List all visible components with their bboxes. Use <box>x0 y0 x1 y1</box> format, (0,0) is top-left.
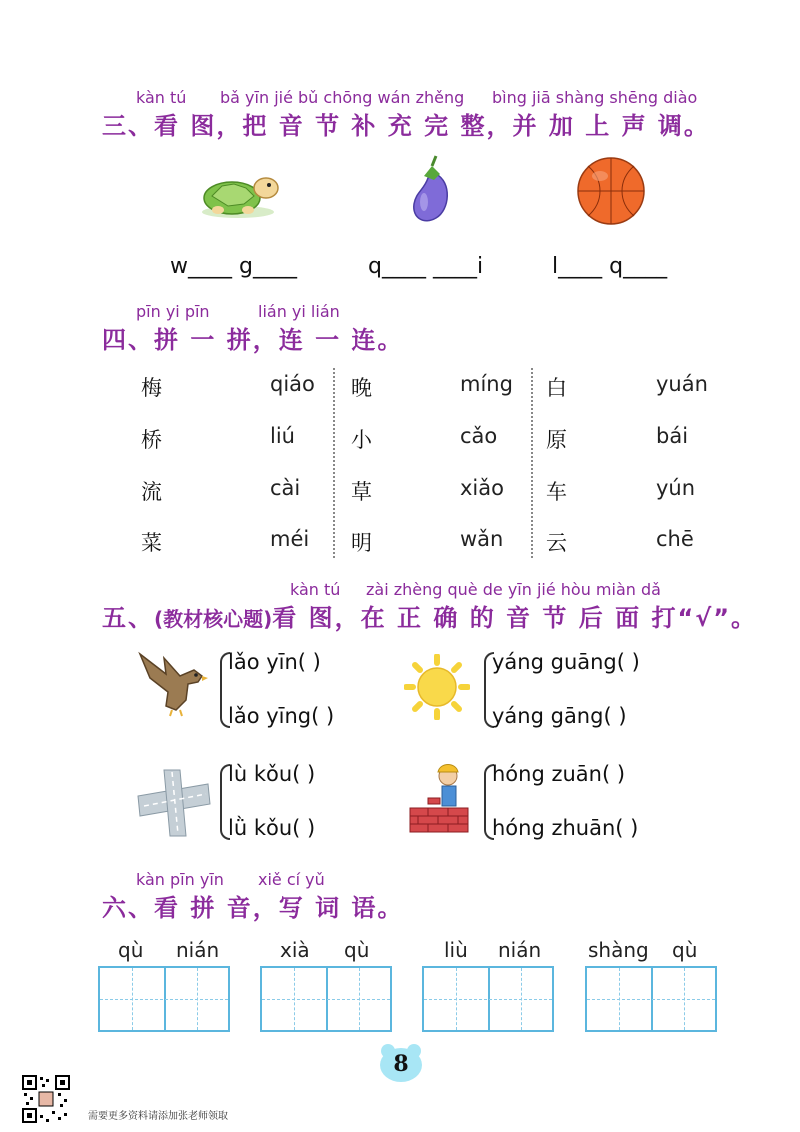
heading-pinyin: kàn tú <box>136 88 187 107</box>
word-pinyin: shàng <box>588 938 649 962</box>
footer-note: 需要更多资料请添加张老师领取 <box>88 1111 228 1122</box>
heading-text: ， <box>486 112 513 140</box>
pinyin-option[interactable]: liú <box>270 424 295 448</box>
writing-grid[interactable] <box>98 966 230 1032</box>
word-pinyin: nián <box>176 938 220 962</box>
heading-text: 看 拼 音 <box>154 894 253 922</box>
heading-text: 看 图 <box>272 604 335 632</box>
heading-text: 。 <box>731 604 758 632</box>
heading-number: 四、 <box>102 326 154 354</box>
crossroad-icon <box>134 766 212 840</box>
pinyin-option[interactable]: wǎn <box>460 527 504 551</box>
turtle-icon <box>198 166 284 222</box>
heading-text: 。 <box>683 112 710 140</box>
hanzi[interactable]: 云 <box>546 531 567 555</box>
fill-blank[interactable]: w____ g____ <box>170 254 297 279</box>
pinyin-option[interactable]: méi <box>270 527 310 551</box>
pinyin-option[interactable]: míng <box>460 372 513 396</box>
heading-pinyin: zài zhèng què de yīn jié hòu miàn dǎ <box>366 580 661 599</box>
heading-text: ， <box>216 112 243 140</box>
word-pinyin: xià <box>280 938 310 962</box>
heading-text: 。 <box>377 894 404 922</box>
writing-grid[interactable] <box>422 966 554 1032</box>
heading-text: 看 图 <box>154 112 217 140</box>
heading-number: 六、 <box>102 894 154 922</box>
hanzi[interactable]: 晚 <box>351 376 372 400</box>
page-number-badge <box>378 1043 424 1083</box>
eggplant-icon <box>406 154 456 226</box>
hanzi[interactable]: 原 <box>546 428 567 452</box>
hanzi[interactable]: 桥 <box>141 428 162 452</box>
pinyin-option[interactable]: yuán <box>656 372 708 396</box>
hanzi[interactable]: 白 <box>546 376 567 400</box>
heading-text: ， <box>252 326 279 354</box>
hanzi[interactable]: 车 <box>546 480 567 504</box>
option-choice[interactable]: yáng gāng( ) <box>492 704 627 728</box>
option-choice[interactable]: lù kǒu( ) <box>228 762 316 786</box>
writing-grid[interactable] <box>585 966 717 1032</box>
option-choice[interactable]: yáng guāng( ) <box>492 650 640 674</box>
pinyin-option[interactable]: qiáo <box>270 372 315 396</box>
hanzi[interactable]: 明 <box>351 531 372 555</box>
heading-text: 在 正 确 的 音 节 后 面 打 <box>360 604 678 632</box>
word-pinyin: qù <box>118 938 144 962</box>
word-pinyin: liù <box>444 938 468 962</box>
heading-text: ， <box>252 894 279 922</box>
option-choice[interactable]: hóng zuān( ) <box>492 762 626 786</box>
heading-text: 。 <box>377 326 404 354</box>
page-number: 8 <box>393 1051 409 1077</box>
hanzi[interactable]: 草 <box>351 480 372 504</box>
option-choice[interactable]: lǎo yīng( ) <box>228 704 335 728</box>
pinyin-option[interactable]: yún <box>656 476 696 500</box>
heading-text: ， <box>334 604 361 632</box>
hanzi[interactable]: 小 <box>351 428 372 452</box>
hanzi[interactable]: 梅 <box>141 376 162 400</box>
heading-text: 写 词 语 <box>278 894 378 922</box>
pinyin-option[interactable]: bái <box>656 424 689 448</box>
heading-number: 五、 <box>102 604 154 632</box>
heading-number: 三、 <box>102 112 154 140</box>
heading-pinyin: bǎ yīn jié bǔ chōng wán zhěng <box>220 88 465 107</box>
option-choice[interactable]: lǎo yīn( ) <box>228 650 321 674</box>
hanzi[interactable]: 菜 <box>141 531 162 555</box>
section-heading <box>102 320 403 355</box>
heading-pinyin: kàn tú <box>290 580 341 599</box>
section-heading <box>102 598 757 633</box>
heading-pinyin: bìng jiā shàng shēng diào <box>492 88 698 107</box>
heading-text: 拼 一 拼 <box>154 326 253 354</box>
bricklayer-icon <box>406 760 472 838</box>
pinyin-option[interactable]: xiǎo <box>460 476 504 500</box>
hanzi[interactable]: 流 <box>141 480 162 504</box>
option-choice[interactable]: lǜ kǒu( ) <box>228 816 316 840</box>
word-pinyin: qù <box>672 938 698 962</box>
column-divider <box>531 368 533 558</box>
option-choice[interactable]: hóng zhuān( ) <box>492 816 639 840</box>
heading-text: “√” <box>677 604 732 632</box>
heading-pinyin: xiě cí yǔ <box>258 870 325 889</box>
heading-text: 连 一 连 <box>278 326 378 354</box>
pinyin-option[interactable]: cài <box>270 476 301 500</box>
heading-pinyin: pīn yi pīn <box>136 302 210 321</box>
column-divider <box>333 368 335 558</box>
pinyin-option[interactable]: cǎo <box>460 424 498 448</box>
core-question-tag: (教材核心题) <box>154 607 273 631</box>
fill-blank[interactable]: q____ ____i <box>368 254 484 279</box>
qr-code-icon <box>22 1075 70 1123</box>
basketball-icon <box>576 156 646 226</box>
heading-text: 并 加 上 声 调 <box>512 112 684 140</box>
writing-grid[interactable] <box>260 966 392 1032</box>
eagle-icon <box>136 648 212 718</box>
section-heading <box>102 888 403 923</box>
fill-blank[interactable]: l____ q____ <box>552 254 668 279</box>
pinyin-option[interactable]: chē <box>656 527 694 551</box>
sun-icon <box>404 654 470 720</box>
section-heading <box>102 106 710 141</box>
heading-pinyin: kàn pīn yīn <box>136 870 224 889</box>
word-pinyin: nián <box>498 938 542 962</box>
heading-pinyin: lián yi lián <box>258 302 340 321</box>
word-pinyin: qù <box>344 938 370 962</box>
heading-text: 把 音 节 补 充 完 整 <box>242 112 487 140</box>
